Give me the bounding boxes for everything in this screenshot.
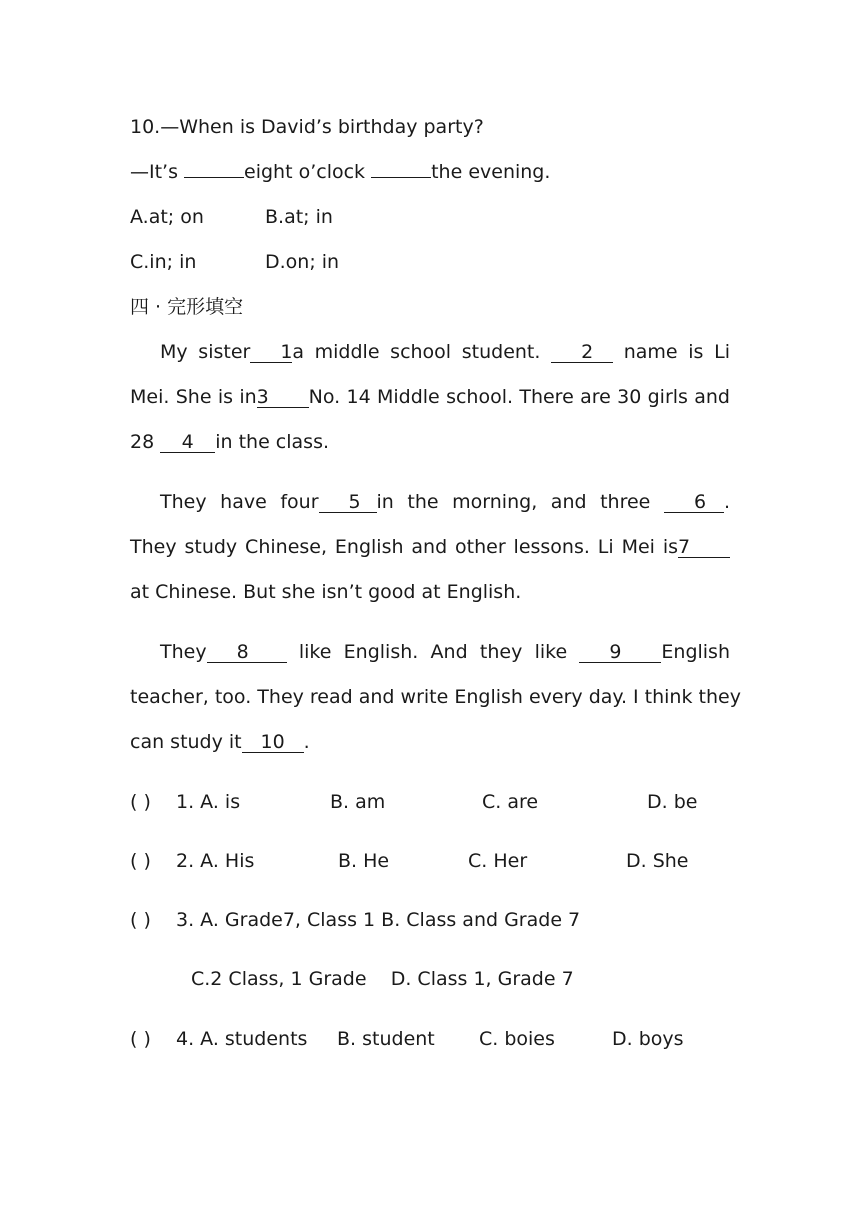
option-c[interactable]: C. Her [468, 850, 528, 872]
option-b[interactable]: B. student [337, 1028, 435, 1050]
section-title: 四 · 完形填空 [130, 296, 244, 318]
question-1-row [130, 790, 730, 814]
option-b[interactable]: B.at; in [265, 206, 333, 228]
option-a[interactable]: 2. A. His [176, 850, 255, 872]
option-a[interactable]: A.at; on [130, 206, 204, 228]
cloze-blank-7[interactable]: 7 [678, 537, 730, 558]
passage-p1-line-3: 28 4 in the class. [130, 431, 330, 453]
question-2-row [130, 849, 730, 873]
answer-paren[interactable]: ( ) [130, 791, 151, 813]
passage-p3-line-3: can study it 10 . [130, 731, 310, 753]
question-4-row [130, 1027, 730, 1051]
option-b[interactable]: B. He [338, 850, 390, 872]
option-c[interactable]: C. are [482, 791, 539, 813]
cloze-blank-3[interactable]: 3 [257, 387, 309, 408]
answer-paren[interactable]: ( ) [130, 909, 151, 931]
passage-p1-line-2: Mei. She is in3 No. 14 Middle school. There are 30 girls and [130, 386, 730, 408]
answer-blank-2[interactable] [371, 177, 431, 178]
passage-p1-line-1: My sister 1a middle school student. 2 name is Li [160, 341, 730, 363]
cloze-blank-10[interactable]: 10 [242, 732, 304, 753]
cloze-blank-2[interactable]: 2 [551, 342, 613, 363]
cloze-blank-1[interactable]: 1 [250, 342, 292, 363]
answer-text-suffix: the evening. [431, 161, 551, 183]
passage-p2-line-3: at Chinese. But she isn’t good at English. [130, 581, 522, 603]
cloze-blank-6[interactable]: 6 [664, 492, 724, 513]
cloze-blank-5[interactable]: 5 [319, 492, 377, 513]
question-3-row [130, 908, 730, 932]
answer-blank-1[interactable] [184, 177, 244, 178]
cloze-blank-8[interactable]: 8 [207, 642, 287, 663]
question-10-answer-line [130, 160, 550, 184]
passage-p2-line-1: They have four 5 in the morning, and three 6 . [160, 491, 730, 513]
cloze-blank-9[interactable]: 9 [579, 642, 661, 663]
question-3-options-line-1[interactable]: 3. A. Grade7, Class 1 B. Class and Grade 7 [176, 909, 581, 931]
option-c[interactable]: C.in; in [130, 251, 197, 273]
option-a[interactable]: 1. A. is [176, 791, 241, 813]
passage-p3-line-1: They 8 like English. And they like 9 English [160, 641, 730, 663]
answer-text-middle: eight o’clock [244, 161, 372, 183]
question-text: 10.—When is David’s birthday party? [130, 116, 484, 138]
option-d[interactable]: D.on; in [265, 251, 340, 273]
answer-paren[interactable]: ( ) [130, 850, 151, 872]
option-d[interactable]: D. She [626, 850, 689, 872]
option-b[interactable]: B. am [330, 791, 386, 813]
question-3-options-line-2[interactable]: C.2 Class, 1 Grade D. Class 1, Grade 7 [191, 968, 574, 990]
option-c[interactable]: C. boies [479, 1028, 555, 1050]
answer-text-prefix: —It’s [130, 161, 185, 183]
passage-p3-line-2: teacher, too. They read and write English every day. I think they [130, 686, 741, 708]
option-a[interactable]: 4. A. students [176, 1028, 308, 1050]
cloze-blank-4[interactable]: 4 [160, 432, 215, 453]
answer-paren[interactable]: ( ) [130, 1028, 151, 1050]
question-3-row-2 [130, 967, 730, 991]
passage-p2-line-2: They study Chinese, English and other lessons. Li Mei is7 [130, 535, 730, 559]
question-10-stem [130, 115, 484, 139]
option-d[interactable]: D. be [647, 791, 698, 813]
option-d[interactable]: D. boys [612, 1028, 684, 1050]
